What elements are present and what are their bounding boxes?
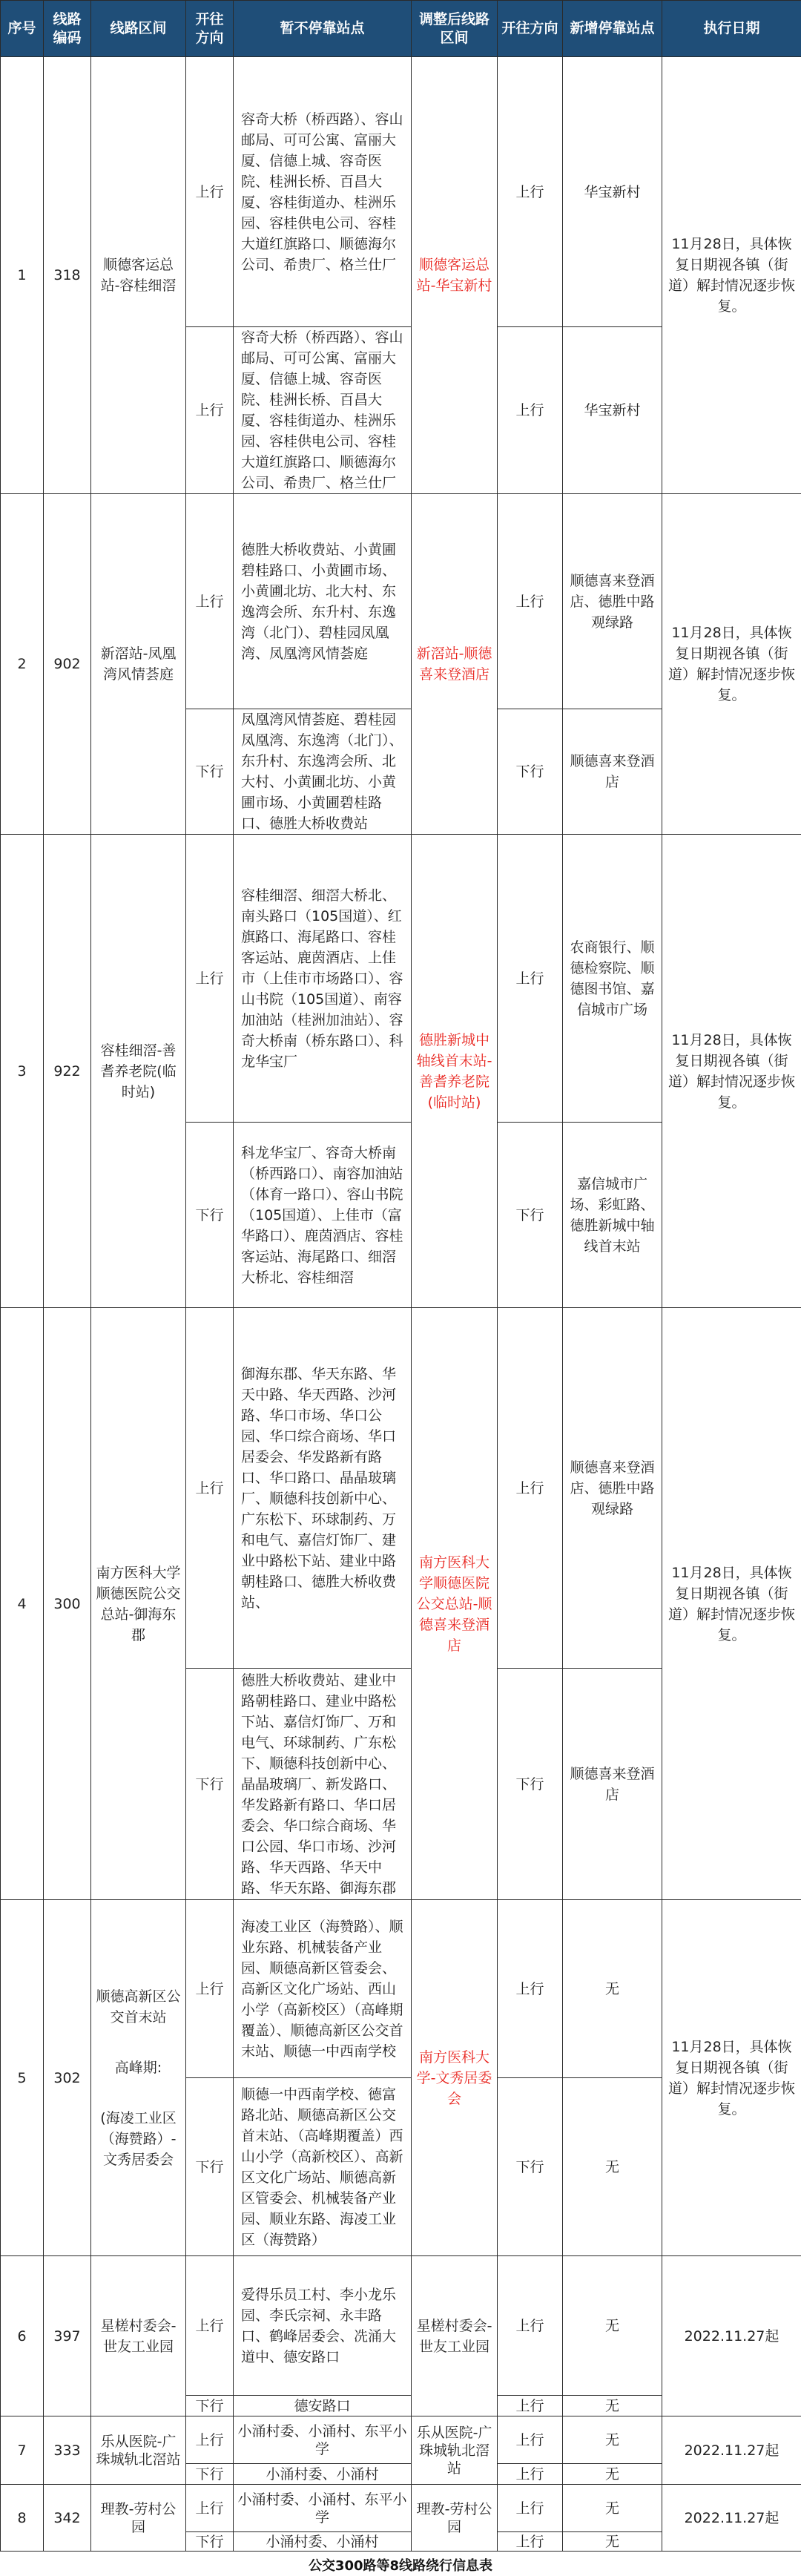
row-up-direction-2: 上行 [498,835,563,1123]
row-down-added-stops: 无 [563,2532,662,2552]
row-down-added-stops: 无 [563,2464,662,2485]
row-effective-date: 11月28日，具体恢复日期视各镇（街道）解封情况逐步恢复。 [662,1308,801,1900]
row-up-added-stops: 无 [563,2485,662,2532]
row-down-direction-2: 下行 [498,2078,563,2256]
row-up-skipped-stops: 御海东郡、华天东路、华天中路、华天西路、沙河路、华口市场、华口公园、华口综合商场、华口居委会、华发路新有路口、华口路口、晶晶玻璃厂、顺德科技创新中心、广东松下、环球制药、万和电气、嘉信灯饰厂、建业中路松下站、建业中路朝桂路口、德胜大桥收费站、 [234,1308,412,1669]
row-section: 容桂细滘-善耆养老院(临时站) [91,835,186,1308]
row-section-peak-label: 高峰期: [114,2059,162,2076]
table-row [1,494,801,709]
table-row [1,1900,801,2078]
row-code: 333 [44,2416,91,2485]
row-down-skipped-stops: 凤凰湾风情荟庭、碧桂园凤凰湾、东逸湾（北门）、东升村、东逸湾会所、北大村、小黄圃北坊、小黄圃市场、小黄圃碧桂路口、德胜大桥收费站 [234,709,412,835]
row-down-skipped-stops: 容奇大桥（桥西路）、容山邮局、可可公寓、富丽大厦、信德上城、容奇医院、桂洲长桥、百昌大厦、容桂街道办、桂洲乐园、容桂供电公司、容桂大道红旗路口、顺德海尔公司、希贵厂、格兰仕厂 [234,327,412,494]
row-new-section: 南方医科大学顺德医院公交总站-顺德喜来登酒店 [412,1308,498,1900]
row-new-section: 德胜新城中轴线首末站-善耆养老院(临时站) [412,835,498,1308]
header-added-stops: 新增停靠站点 [563,1,662,57]
row-effective-date: 2022.11.27起 [662,2256,801,2416]
row-down-direction: 下行 [186,1669,234,1900]
table-row [1,2416,801,2464]
row-up-direction: 上行 [186,1900,234,2078]
row-up-direction-2: 上行 [498,57,563,327]
row-section: 理教-劳村公园 [91,2485,186,2552]
row-seq: 6 [1,2256,44,2416]
row-up-direction: 上行 [186,2256,234,2396]
row-section-peak-route: (海凌工业区（海赞路）-文秀居委会 [100,2109,177,2168]
row-up-skipped-stops: 爱得乐员工村、李小龙乐园、李氏宗祠、永丰路口、鹤峰居委会、冼涌大道中、德安路口 [234,2256,412,2396]
row-code: 342 [44,2485,91,2552]
table-row [1,835,801,1123]
header-new-section: 调整后线路区间 [412,1,498,57]
row-up-added-stops: 无 [563,1900,662,2078]
row-up-skipped-stops: 德胜大桥收费站、小黄圃碧桂路口、小黄圃市场、小黄圃北坊、北大村、东逸湾会所、东升村、东逸湾（北门）、碧桂园凤凰湾、凤凰湾风情荟庭 [234,494,412,709]
row-up-direction: 上行 [186,835,234,1123]
row-down-added-stops: 顺德喜来登酒店 [563,1669,662,1900]
row-code: 397 [44,2256,91,2416]
header-seq: 序号 [1,1,44,57]
row-new-section: 乐从医院-广珠城轨北滘站 [412,2416,498,2485]
row-up-direction: 上行 [186,2485,234,2532]
row-up-direction: 上行 [186,2416,234,2464]
row-down-skipped-stops: 顺德一中西南学校、德富路北站、顺德高新区公交首末站、（高峰期覆盖）西山小学（高新校区）、高新区文化广场站、顺德高新区管委会、机械装备产业园、顺业东路、海凌工业区（海赞路） [234,2078,412,2256]
row-up-direction-2: 上行 [498,494,563,709]
row-seq: 5 [1,1900,44,2256]
row-section: 顺德客运总站-容桂细滘 [91,57,186,494]
row-section: 新滘站-凤凰湾风情荟庭 [91,494,186,835]
row-down-direction-2: 上行 [498,2464,563,2485]
row-seq: 7 [1,2416,44,2485]
row-up-added-stops: 无 [563,2416,662,2464]
row-code: 922 [44,835,91,1308]
row-up-added-stops: 无 [563,2256,662,2396]
row-effective-date: 11月28日，具体恢复日期视各镇（街道）解封情况逐步恢复。 [662,1900,801,2256]
row-section-main: 顺德高新区公交首末站 [96,1988,181,2025]
row-down-direction-2: 下行 [498,1669,563,1900]
row-down-added-stops: 无 [563,2396,662,2416]
row-down-added-stops: 华宝新村 [563,327,662,494]
row-new-section: 顺德客运总站-华宝新村 [412,57,498,494]
row-down-direction-2: 下行 [498,709,563,835]
row-new-section: 南方医科大学-文秀居委会 [412,1900,498,2256]
row-up-skipped-stops: 小涌村委、小涌村、东平小学 [234,2485,412,2532]
row-up-direction: 上行 [186,494,234,709]
table-row [1,2256,801,2396]
header-section: 线路区间 [91,1,186,57]
row-down-direction-2: 下行 [498,1123,563,1308]
row-up-added-stops: 顺德喜来登酒店、德胜中路观绿路 [563,1308,662,1669]
row-effective-date: 11月28日，具体恢复日期视各镇（街道）解封情况逐步恢复。 [662,494,801,835]
header-direction-2: 开往方向 [498,1,563,57]
row-up-added-stops: 华宝新村 [563,57,662,327]
row-up-added-stops: 农商银行、顺德检察院、顺德图书馆、嘉信城市广场 [563,835,662,1123]
row-up-skipped-stops: 容奇大桥（桥西路）、容山邮局、可可公寓、富丽大厦、信德上城、容奇医院、桂洲长桥、百昌大厦、容桂街道办、桂洲乐园、容桂供电公司、容桂大道红旗路口、顺德海尔公司、希贵厂、格兰仕厂 [234,57,412,327]
row-effective-date: 2022.11.27起 [662,2485,801,2552]
row-new-section: 星槎村委会-世友工业园 [412,2256,498,2416]
row-seq: 1 [1,57,44,494]
table-header-row [1,1,801,57]
row-up-skipped-stops: 小涌村委、小涌村、东平小学 [234,2416,412,2464]
row-up-direction-2: 上行 [498,1308,563,1669]
row-down-skipped-stops: 德胜大桥收费站、建业中路朝桂路口、建业中路松下站、嘉信灯饰厂、万和电气、环球制药、广东松下、顺德科技创新中心、晶晶玻璃厂、新发路口、华发路新有路口、华口居委会、华口综合商场、华口公园、华口市场、沙河路、华天西路、华天中路、华天东路、御海东郡 [234,1669,412,1900]
row-code: 318 [44,57,91,494]
row-up-direction: 上行 [186,57,234,327]
header-effective-date: 执行日期 [662,1,801,57]
row-up-direction-2: 上行 [498,2256,563,2396]
table-row [1,1308,801,1669]
row-down-direction-2: 上行 [498,327,563,494]
row-up-direction: 上行 [186,1308,234,1669]
row-code: 300 [44,1308,91,1900]
header-skipped-stops: 暂不停靠站点 [234,1,412,57]
row-down-direction: 下行 [186,1123,234,1308]
row-down-skipped-stops: 科龙华宝厂、容奇大桥南（桥西路口）、南容加油站（体育一路口）、容山书院（105国道）、上佳市（富华路口）、鹿茵酒店、容桂客运站、海尾路口、细滘大桥北、容桂细滘 [234,1123,412,1308]
row-seq: 3 [1,835,44,1308]
row-effective-date: 11月28日，具体恢复日期视各镇（街道）解封情况逐步恢复。 [662,57,801,494]
row-section: 乐从医院-广珠城轨北滘站 [91,2416,186,2485]
row-up-skipped-stops: 容桂细滘、细滘大桥北、南头路口（105国道）、红旗路口、海尾路口、容桂客运站、鹿茵酒店、上佳市（上佳市市场路口）、容山书院（105国道）、南容加油站（桂洲加油站）、容奇大桥南（桥东路口）、科龙华宝厂 [234,835,412,1123]
row-up-direction-2: 上行 [498,2485,563,2532]
row-down-skipped-stops: 德安路口 [234,2396,412,2416]
row-down-direction: 下行 [186,2396,234,2416]
table-row [1,57,801,327]
row-code: 902 [44,494,91,835]
row-section [91,1900,186,2256]
row-down-direction: 下行 [186,2464,234,2485]
row-down-skipped-stops: 小涌村委、小涌村 [234,2464,412,2485]
row-seq: 2 [1,494,44,835]
row-down-added-stops: 顺德喜来登酒店 [563,709,662,835]
row-down-skipped-stops: 小涌村委、小涌村 [234,2532,412,2552]
row-up-added-stops: 顺德喜来登酒店、德胜中路观绿路 [563,494,662,709]
row-new-section: 理教-劳村公园 [412,2485,498,2552]
header-code: 线路编码 [44,1,91,57]
row-down-added-stops: 嘉信城市广场、彩虹路、德胜新城中轴线首末站 [563,1123,662,1308]
row-up-direction-2: 上行 [498,1900,563,2078]
row-effective-date: 11月28日，具体恢复日期视各镇（街道）解封情况逐步恢复。 [662,835,801,1308]
row-down-direction: 下行 [186,2532,234,2552]
row-effective-date: 2022.11.27起 [662,2416,801,2485]
table-row [1,2485,801,2532]
row-new-section: 新滘站-顺德喜来登酒店 [412,494,498,835]
row-code: 302 [44,1900,91,2256]
row-down-added-stops: 无 [563,2078,662,2256]
row-seq: 8 [1,2485,44,2552]
row-section: 南方医科大学顺德医院公交总站-御海东郡 [91,1308,186,1900]
row-seq: 4 [1,1308,44,1900]
header-direction: 开往方向 [186,1,234,57]
row-section: 星槎村委会-世友工业园 [91,2256,186,2416]
row-down-direction: 下行 [186,709,234,835]
table-caption: 公交300路等8线路绕行信息表 [308,2558,493,2574]
row-down-direction-2: 上行 [498,2396,563,2416]
row-down-direction-2: 上行 [498,2532,563,2552]
row-down-direction: 下行 [186,2078,234,2256]
row-up-direction-2: 上行 [498,2416,563,2464]
row-up-skipped-stops: 海凌工业区（海赞路）、顺业东路、机械装备产业园、顺德高新区管委会、高新区文化广场站、西山小学（高新校区）（高峰期覆盖）、顺德高新区公交首末站、顺德一中西南学校 [234,1900,412,2078]
row-down-direction: 上行 [186,327,234,494]
